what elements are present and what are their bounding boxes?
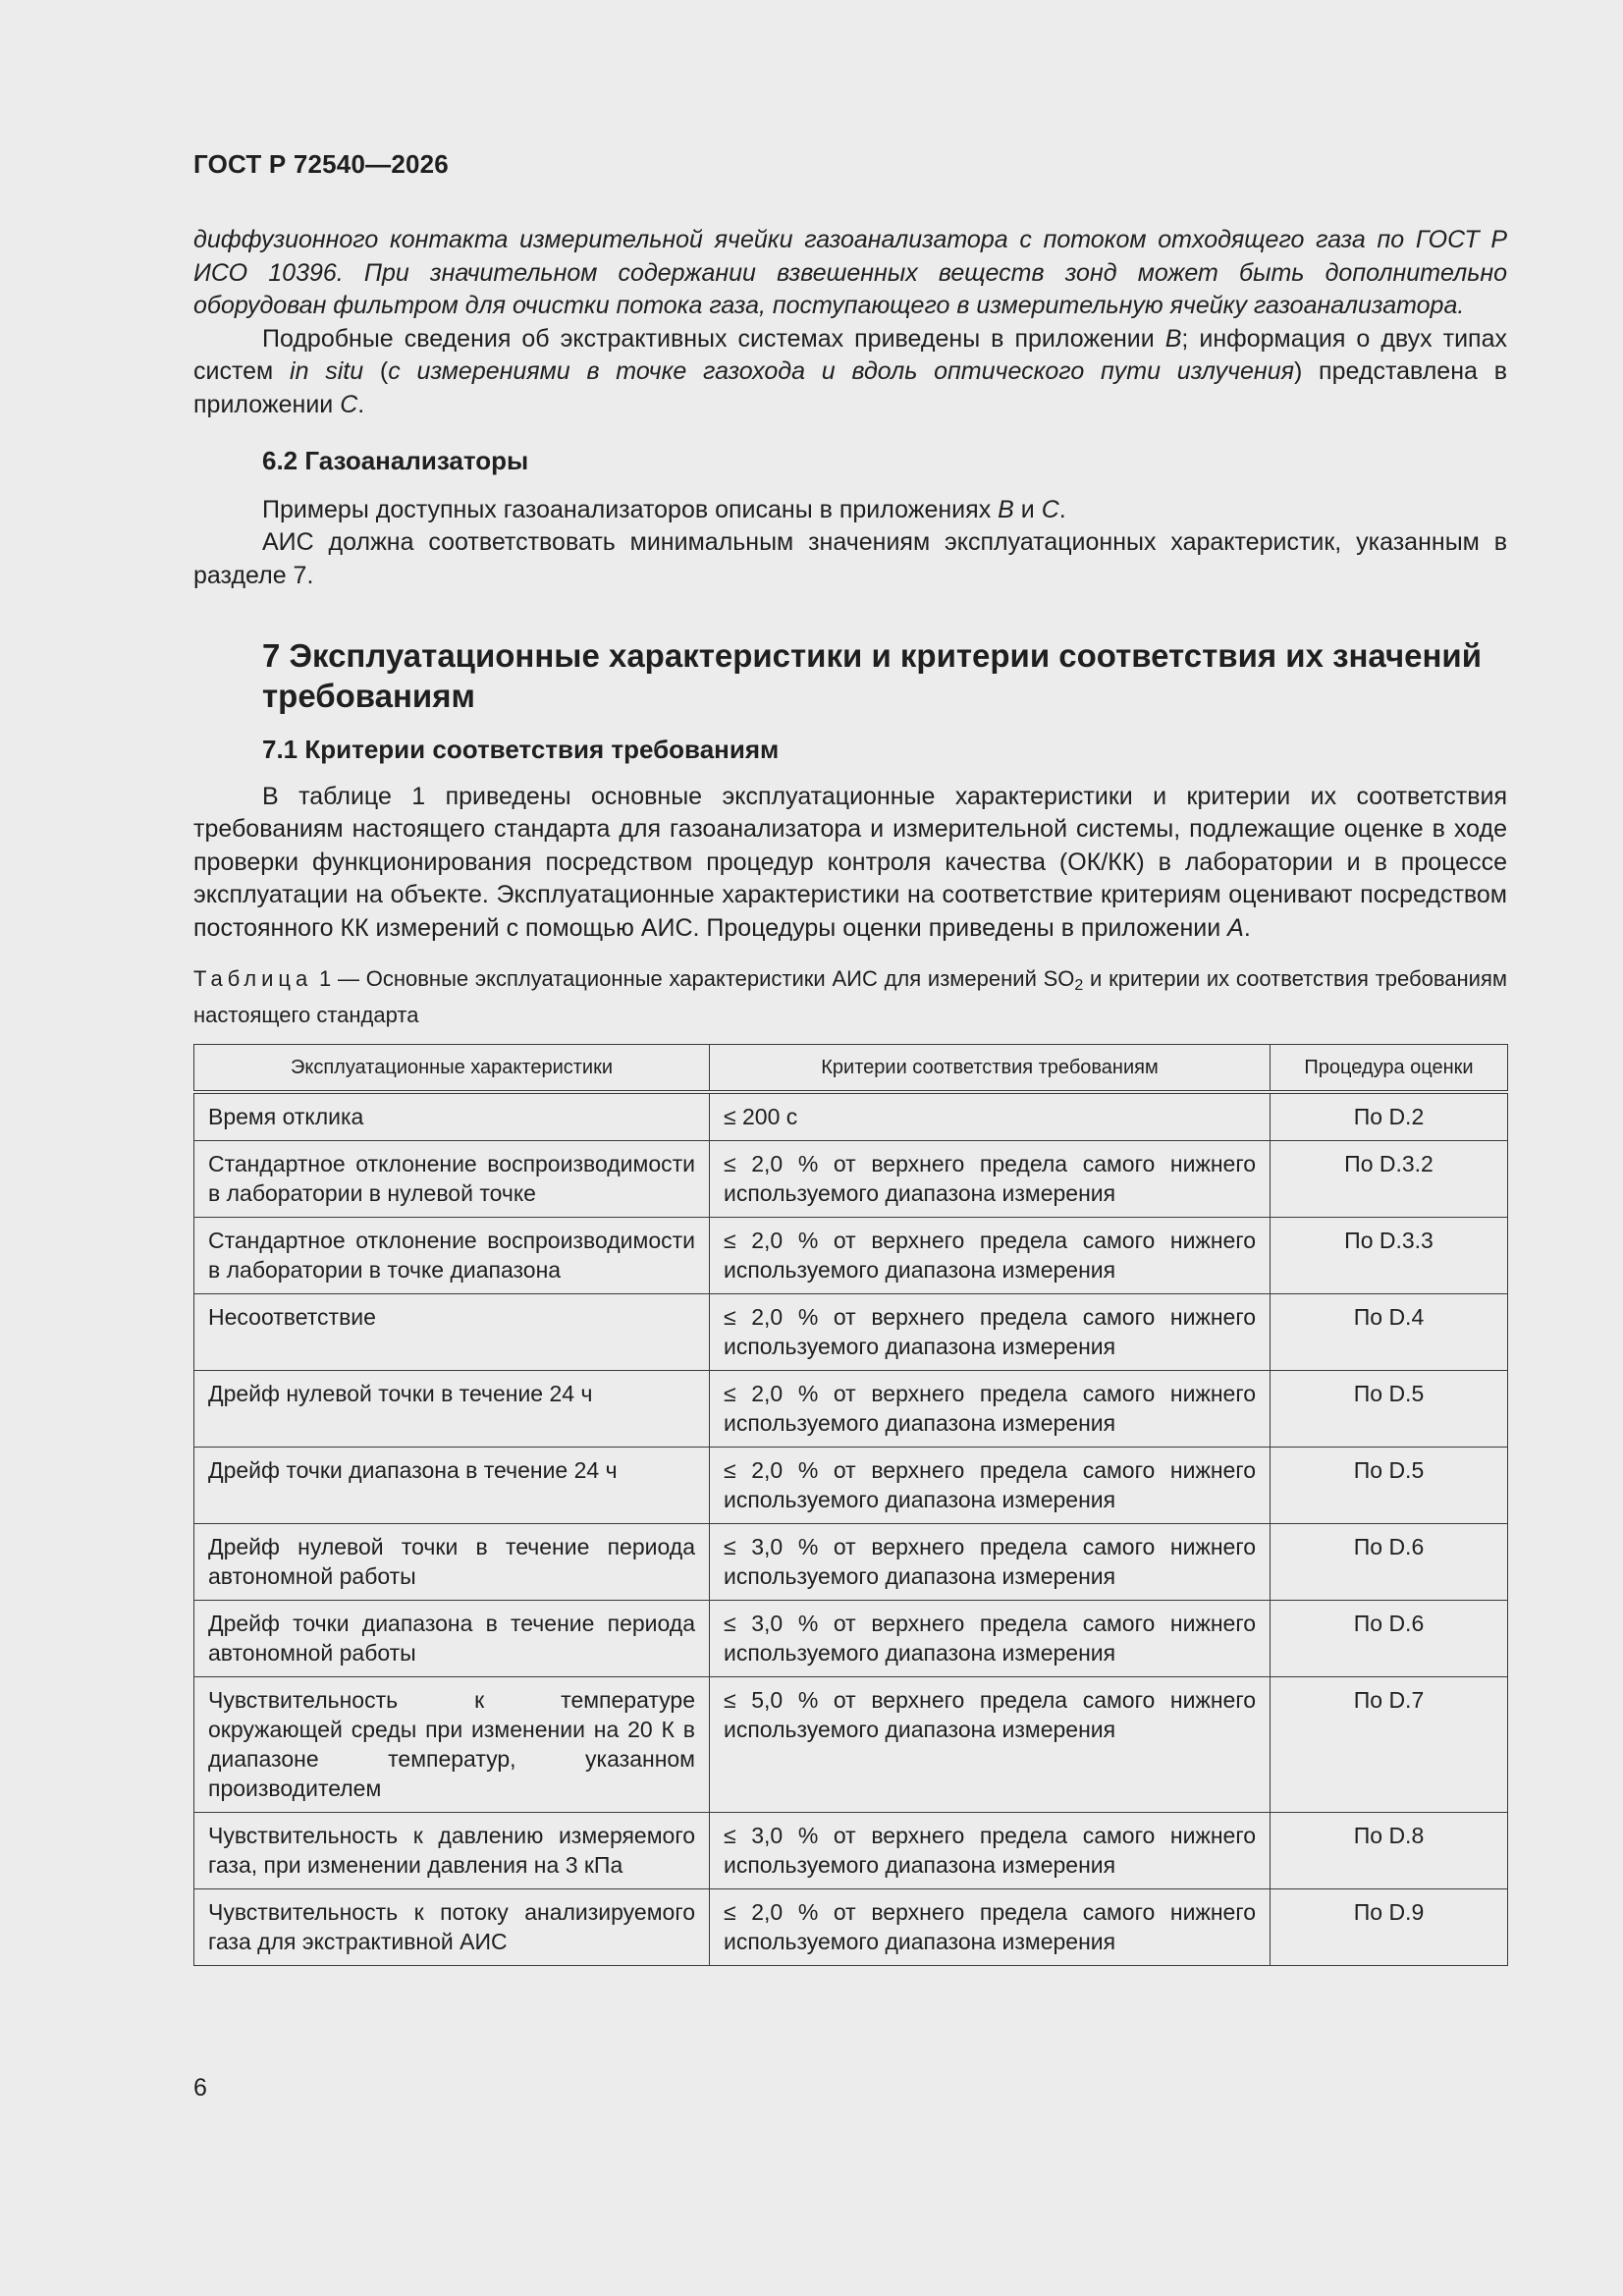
section-6-2-paragraph-1: [193, 494, 1507, 527]
text-run: В таблице 1 приведены основные эксплуатационные характеристики и критерии их соответствия требованиям настоящего стандарта для газоанализатора и измерительной системы, подлежащие оценке в ходе проверки функционирования посредством процедур контроля качества (ОК/КК) в лаборатории и в процессе эксплуатации на объекте. Эксплуатационные характеристики на соответствие критериям оценивают посредством постоянного КК измерений с помощью АИС. Процедуры оценки приведены в приложении: [193, 782, 1507, 942]
annex-ref: A: [1227, 913, 1244, 942]
page-content: [193, 224, 1507, 1966]
procedure-cell: По D.5: [1271, 1448, 1508, 1524]
criterion-cell: ≤ 2,0 % от верхнего предела самого нижнего используемого диапазона измерения: [710, 1141, 1271, 1218]
table-header-row: [194, 1045, 1508, 1093]
characteristic-cell: Дрейф точки диапазона в течение 24 ч: [194, 1448, 710, 1524]
table-row: [194, 1524, 1508, 1601]
criterion-cell: ≤ 3,0 % от верхнего предела самого нижнего используемого диапазона измерения: [710, 1601, 1271, 1677]
text-run: Примеры доступных газоанализаторов описаны в приложениях: [262, 495, 999, 523]
caption-subscript: 2: [1074, 977, 1084, 994]
table-row: [194, 1448, 1508, 1524]
section-heading-6-2: 6.2 Газоанализаторы: [262, 446, 529, 475]
table-row: [194, 1141, 1508, 1218]
annex-ref: B: [998, 495, 1014, 523]
procedure-cell: По D.2: [1271, 1092, 1508, 1141]
criterion-cell: ≤ 3,0 % от верхнего предела самого нижнего используемого диапазона измерения: [710, 1524, 1271, 1601]
characteristic-cell: Несоответствие: [194, 1294, 710, 1371]
column-header: Критерии соответствия требованиям: [710, 1045, 1271, 1093]
section-7-1-paragraph: [193, 781, 1507, 946]
page-number: 6: [193, 2074, 207, 2102]
annex-ref: C: [340, 390, 358, 418]
criterion-cell: ≤ 200 с: [710, 1092, 1271, 1141]
annex-ref: C: [1041, 495, 1059, 523]
section-heading-7-1: 7.1 Критерии соответствия требованиям: [262, 735, 780, 764]
section-6-2-paragraph-2: АИС должна соответствовать минимальным значениям эксплуатационных характеристик, указанным в разделе 7.: [193, 528, 1507, 589]
table-row: [194, 1294, 1508, 1371]
procedure-cell: По D.7: [1271, 1677, 1508, 1813]
text-run: и: [1013, 495, 1042, 523]
table-row: [194, 1601, 1508, 1677]
intro-paragraph-2: [193, 323, 1507, 422]
text-run: .: [357, 390, 365, 418]
table-row: [194, 1677, 1508, 1813]
text-run: Подробные сведения об экстрактивных системах приведены в приложении: [262, 324, 1165, 353]
procedure-cell: По D.4: [1271, 1294, 1508, 1371]
text-run: .: [1058, 495, 1066, 523]
procedure-cell: По D.3.3: [1271, 1218, 1508, 1294]
annex-ref: B: [1164, 324, 1182, 353]
procedure-cell: По D.5: [1271, 1371, 1508, 1448]
characteristic-cell: Чувствительность к потоку анализируемого газа для экстрактивной АИС: [194, 1889, 710, 1966]
caption-label: Таблица: [193, 966, 313, 991]
characteristic-cell: Дрейф нулевой точки в течение периода автономной работы: [194, 1524, 710, 1601]
criterion-cell: ≤ 2,0 % от верхнего предела самого нижнего используемого диапазона измерения: [710, 1294, 1271, 1371]
procedure-cell: По D.6: [1271, 1601, 1508, 1677]
text-run: ) представлена в приложении: [193, 357, 1507, 418]
characteristic-cell: Время отклика: [194, 1092, 710, 1141]
criterion-cell: ≤ 2,0 % от верхнего предела самого нижнего используемого диапазона измерения: [710, 1448, 1271, 1524]
table-row: [194, 1813, 1508, 1889]
characteristic-cell: Дрейф точки диапазона в течение периода автономной работы: [194, 1601, 710, 1677]
section-heading-7: 7 Эксплуатационные характеристики и критерии соответствия их значений требованиям: [262, 637, 1482, 714]
text-run: .: [1243, 913, 1251, 942]
characteristic-cell: Чувствительность к давлению измеряемого газа, при изменении давления на 3 кПа: [194, 1813, 710, 1889]
text-run: (: [363, 357, 389, 385]
table-row: [194, 1092, 1508, 1141]
table-body: [194, 1092, 1508, 1966]
criteria-table: [193, 1044, 1508, 1966]
italic-run: с измерениями в точке газохода и вдоль оптического пути излучения: [388, 357, 1294, 385]
caption-text-rest: и критерии их соответствия требованиям настоящего стандарта: [193, 966, 1507, 1027]
characteristic-cell: Стандартное отклонение воспроизводимости в лаборатории в точке диапазона: [194, 1218, 710, 1294]
criterion-cell: ≤ 2,0 % от верхнего предела самого нижнего используемого диапазона измерения: [710, 1218, 1271, 1294]
table-row: [194, 1218, 1508, 1294]
procedure-cell: По D.8: [1271, 1813, 1508, 1889]
criterion-cell: ≤ 5,0 % от верхнего предела самого нижнего используемого диапазона измерения: [710, 1677, 1271, 1813]
table-row: [194, 1889, 1508, 1966]
intro-paragraph-1: [193, 224, 1507, 323]
column-header: Эксплуатационные характеристики: [194, 1045, 710, 1093]
caption-text: 1 — Основные эксплуатационные характеристики АИС для измерений SO: [312, 966, 1075, 991]
column-header: Процедура оценки: [1271, 1045, 1508, 1093]
procedure-cell: По D.3.2: [1271, 1141, 1508, 1218]
term-in-situ: in situ: [290, 357, 364, 385]
characteristic-cell: Стандартное отклонение воспроизводимости в лаборатории в нулевой точке: [194, 1141, 710, 1218]
procedure-cell: По D.6: [1271, 1524, 1508, 1601]
table-caption: [193, 964, 1507, 1030]
characteristic-cell: Дрейф нулевой точки в течение 24 ч: [194, 1371, 710, 1448]
procedure-cell: По D.9: [1271, 1889, 1508, 1966]
intro-italic-text: диффузионного контакта измерительной ячейки газоанализатора с потоком отходящего газа по ГОСТ Р ИСО 10396. При значительном содержании взвешенных веществ зонд может быть дополнительно оборудован фильтром для очистки потока газа, поступающего в измерительную ячейку газоанализатора.: [193, 226, 1507, 319]
criterion-cell: ≤ 2,0 % от верхнего предела самого нижнего используемого диапазона измерения: [710, 1371, 1271, 1448]
criterion-cell: ≤ 3,0 % от верхнего предела самого нижнего используемого диапазона измерения: [710, 1813, 1271, 1889]
document-header: ГОСТ Р 72540—2026: [193, 149, 449, 179]
table-row: [194, 1371, 1508, 1448]
characteristic-cell: Чувствительность к температуре окружающей среды при изменении на 20 К в диапазоне температур, указанном производителем: [194, 1677, 710, 1813]
criterion-cell: ≤ 2,0 % от верхнего предела самого нижнего используемого диапазона измерения: [710, 1889, 1271, 1966]
text-run: ; информация о двух типах систем: [193, 324, 1507, 385]
